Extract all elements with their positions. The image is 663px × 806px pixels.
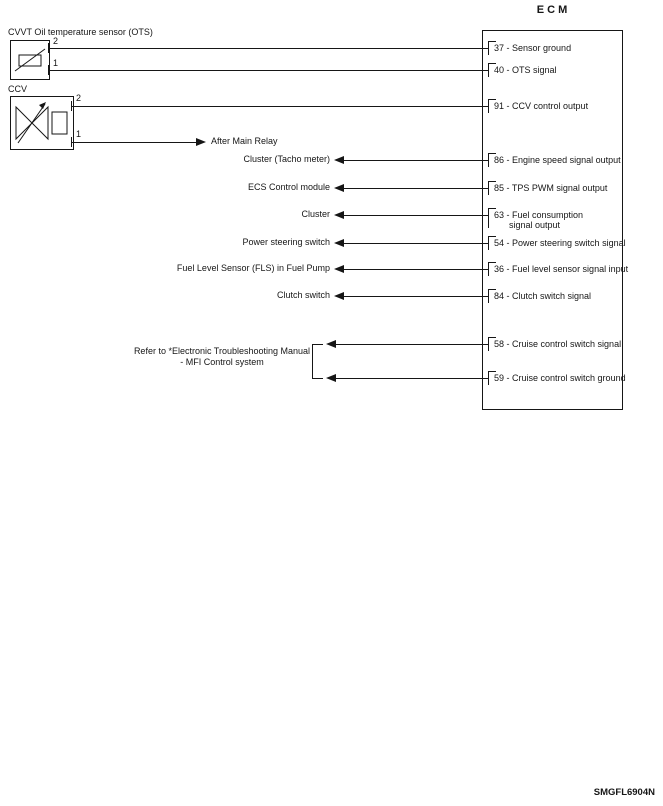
pin-bracket-tick <box>488 236 496 237</box>
pin-label: - Cruise control switch signal <box>506 339 622 349</box>
ecm-pin-row <box>494 373 626 383</box>
pin-number: 91 <box>494 101 505 111</box>
pin-number: 58 <box>494 339 505 349</box>
cruise-bracket-bottom <box>312 378 323 379</box>
pin-bracket <box>488 337 489 351</box>
ots-label: CVVT Oil temperature sensor (OTS) <box>8 27 153 37</box>
wire-pin-85 <box>343 188 489 189</box>
dest-label-clutch-switch: Clutch switch <box>276 290 330 300</box>
ccv-label: CCV <box>8 84 28 94</box>
wire-pin-63 <box>343 215 489 216</box>
wire-ccv-to-pin-91 <box>72 106 489 107</box>
pin-bracket <box>488 208 489 228</box>
pin-label: - OTS signal <box>506 65 557 75</box>
wire-pin-58 <box>335 344 489 345</box>
pin-label: - Clutch switch signal <box>506 291 592 301</box>
figure-code: SMGFL6904N <box>593 787 655 798</box>
pin-bracket-tick <box>488 181 496 182</box>
pin-bracket <box>488 63 489 77</box>
pin-bracket <box>488 262 489 276</box>
pin-bracket-tick <box>488 208 496 209</box>
dest-label-power-steering: Power steering switch <box>242 237 330 247</box>
wire-pin-84 <box>343 296 489 297</box>
pin-bracket <box>488 371 489 385</box>
cruise-note-line1: Refer to *Electronic Troubleshooting Manual <box>133 346 311 356</box>
ecm-pin-row <box>494 43 571 53</box>
pin-number: 54 <box>494 238 505 248</box>
pin-number: 40 <box>494 65 505 75</box>
pin-number: 37 <box>494 43 505 53</box>
ccv-symbol-box <box>10 96 74 150</box>
pin-label-line2: signal output <box>509 220 561 230</box>
ecm-pin-row <box>494 65 557 75</box>
pin-label: - Fuel level sensor signal input <box>506 264 629 274</box>
thermistor-icon <box>11 41 49 79</box>
pin-label: - Cruise control switch ground <box>506 373 626 383</box>
ecm-title: E C M <box>536 4 568 16</box>
pin-bracket-tick <box>488 371 496 372</box>
ecm-pin-row <box>494 291 591 301</box>
pin-bracket <box>488 153 489 167</box>
ccv-pin-top-number: 2 <box>76 93 82 103</box>
pin-bracket-tick <box>488 262 496 263</box>
pin-bracket-tick <box>488 41 496 42</box>
dest-label-fuel-level-sensor: Fuel Level Sensor (FLS) in Fuel Pump <box>176 263 330 273</box>
cruise-note-line2: - MFI Control system <box>180 357 264 367</box>
wire-pin-36 <box>343 269 489 270</box>
wire-ots-to-pin-40 <box>48 70 489 71</box>
ots-pin-bottom-number: 1 <box>53 58 59 68</box>
wire-pin-54 <box>343 243 489 244</box>
pin-number: 63 <box>494 210 505 220</box>
pin-label: - Power steering switch signal <box>506 238 626 248</box>
pin-bracket <box>488 41 489 55</box>
wire-pin-86 <box>343 160 489 161</box>
pin-bracket <box>488 289 489 303</box>
ccv-pin-bottom-number: 1 <box>76 129 82 139</box>
pin-label: - Fuel consumption <box>506 210 584 220</box>
ecm-pin-row <box>494 155 621 165</box>
cruise-bracket-top <box>312 344 323 345</box>
pin-label: - Sensor ground <box>506 43 572 53</box>
pin-bracket-tick <box>488 153 496 154</box>
pin-bracket <box>488 236 489 250</box>
wire-ots-to-pin-37 <box>48 48 489 49</box>
pin-bracket-tick <box>488 337 496 338</box>
ecm-pin-row <box>494 210 583 230</box>
pin-number: 84 <box>494 291 505 301</box>
ots-pin-top-number: 2 <box>53 36 59 46</box>
dest-label-cluster-tacho: Cluster (Tacho meter) <box>243 154 330 164</box>
wire-pin-59 <box>335 378 489 379</box>
pin-bracket-tick <box>488 63 496 64</box>
pin-label: - TPS PWM signal output <box>506 183 608 193</box>
pin-bracket-tick <box>488 99 496 100</box>
pin-bracket <box>488 181 489 195</box>
pin-bracket <box>488 99 489 113</box>
pin-number: 86 <box>494 155 505 165</box>
pin-bracket-tick <box>488 289 496 290</box>
cruise-bracket <box>312 344 313 379</box>
ecm-pin-row <box>494 339 621 349</box>
ecm-pin-row <box>494 183 607 193</box>
ecm-pin-row <box>494 264 628 274</box>
dest-label-cluster: Cluster <box>301 209 330 219</box>
pin-number: 85 <box>494 183 505 193</box>
wire-ccv-to-relay <box>72 142 196 143</box>
ecm-pin-row <box>494 101 588 111</box>
ecm-pin-row <box>494 238 626 248</box>
pin-number: 59 <box>494 373 505 383</box>
pin-label: - CCV control output <box>506 101 589 111</box>
after-main-relay-label: After Main Relay <box>211 136 278 146</box>
dest-label-ecs-module: ECS Control module <box>247 182 330 192</box>
ots-symbol-box <box>10 40 50 80</box>
cruise-note <box>112 346 332 368</box>
arrow-right-icon <box>196 138 206 146</box>
pin-label: - Engine speed signal output <box>506 155 621 165</box>
solenoid-valve-icon <box>11 97 73 149</box>
pin-number: 36 <box>494 264 505 274</box>
